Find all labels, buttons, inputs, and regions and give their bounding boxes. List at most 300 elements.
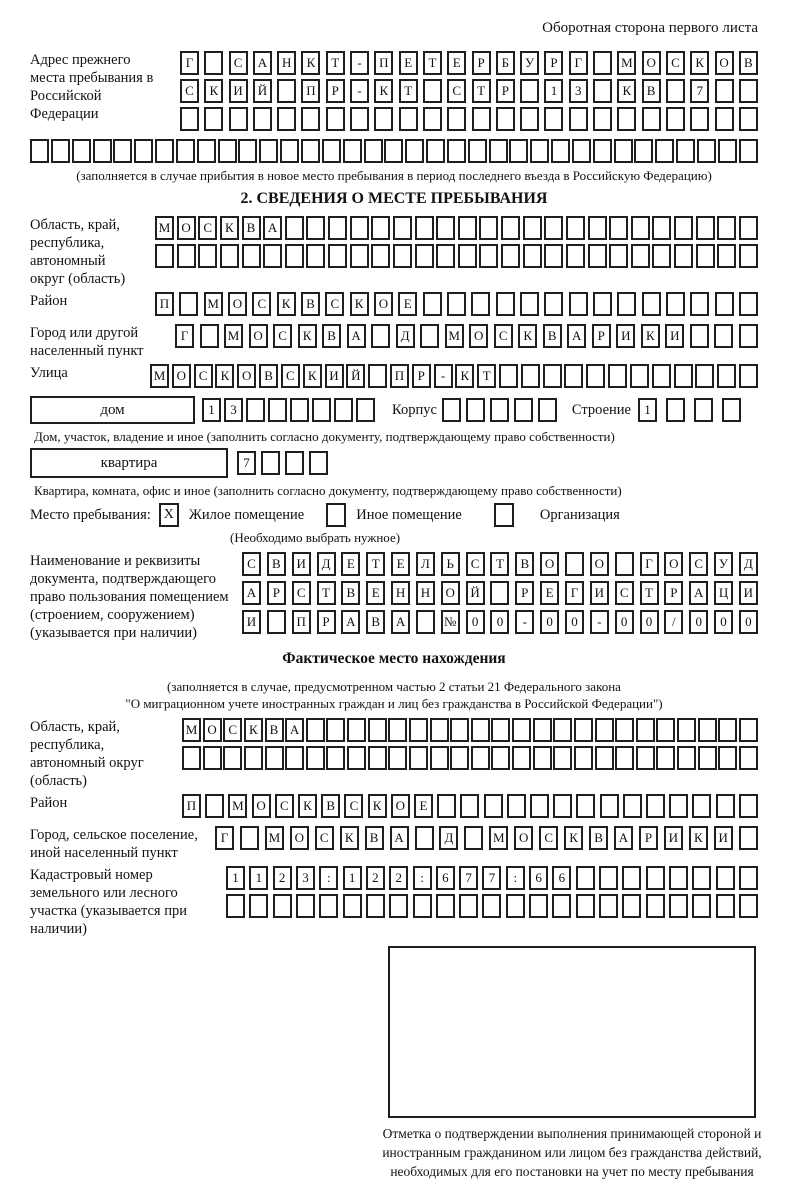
char-cell[interactable]	[544, 292, 563, 316]
char-cell[interactable]	[393, 244, 412, 268]
char-cell[interactable]	[523, 216, 542, 240]
char-cell[interactable]	[405, 139, 424, 163]
char-cell[interactable]	[593, 292, 612, 316]
stay-option-other-checkbox[interactable]	[326, 503, 346, 527]
char-cell[interactable]	[574, 718, 593, 742]
char-cell[interactable]	[506, 894, 525, 918]
char-cell[interactable]: В	[242, 216, 261, 240]
char-cell[interactable]: О	[441, 581, 460, 605]
char-cell[interactable]	[347, 746, 366, 770]
char-cell[interactable]	[306, 746, 325, 770]
char-cell[interactable]	[368, 364, 387, 388]
char-cell[interactable]	[739, 364, 758, 388]
char-cell[interactable]: Р	[326, 79, 345, 103]
char-cell[interactable]: В	[739, 51, 758, 75]
char-cell[interactable]: М	[150, 364, 169, 388]
char-cell[interactable]	[229, 107, 248, 131]
char-cell[interactable]: С	[252, 292, 271, 316]
char-cell[interactable]	[698, 718, 717, 742]
char-cell[interactable]: П	[182, 794, 201, 818]
char-cell[interactable]	[674, 364, 693, 388]
char-cell[interactable]: И	[739, 581, 758, 605]
char-cell[interactable]	[296, 894, 315, 918]
stay-option-organization-checkbox[interactable]	[494, 503, 514, 527]
char-cell[interactable]: 1	[202, 398, 221, 422]
char-cell[interactable]	[415, 216, 434, 240]
char-cell[interactable]: Н	[416, 581, 435, 605]
char-cell[interactable]: К	[455, 364, 474, 388]
char-cell[interactable]: Р	[664, 581, 683, 605]
char-cell[interactable]	[512, 746, 531, 770]
char-cell[interactable]	[409, 718, 428, 742]
apartment-type-box[interactable]: квартира	[30, 448, 228, 478]
char-cell[interactable]: Й	[346, 364, 365, 388]
char-cell[interactable]	[544, 216, 563, 240]
char-cell[interactable]	[566, 244, 585, 268]
char-cell[interactable]	[484, 794, 503, 818]
char-cell[interactable]	[290, 398, 309, 422]
char-cell[interactable]: 2	[389, 866, 408, 890]
char-cell[interactable]: О	[374, 292, 393, 316]
char-cell[interactable]	[388, 746, 407, 770]
char-cell[interactable]	[436, 244, 455, 268]
char-cell[interactable]	[259, 139, 278, 163]
char-cell[interactable]: Д	[439, 826, 458, 850]
char-cell[interactable]: М	[445, 324, 464, 348]
char-cell[interactable]: И	[665, 324, 684, 348]
char-cell[interactable]: П	[374, 51, 393, 75]
char-cell[interactable]: Р	[267, 581, 286, 605]
char-cell[interactable]: -	[434, 364, 453, 388]
char-cell[interactable]	[636, 718, 655, 742]
char-cell[interactable]	[472, 107, 491, 131]
char-cell[interactable]: О	[252, 794, 271, 818]
char-cell[interactable]: 2	[366, 866, 385, 890]
char-cell[interactable]	[198, 244, 217, 268]
char-cell[interactable]	[622, 866, 641, 890]
char-cell[interactable]: -	[590, 610, 609, 634]
char-cell[interactable]	[218, 139, 237, 163]
char-cell[interactable]	[529, 894, 548, 918]
char-cell[interactable]: П	[292, 610, 311, 634]
char-cell[interactable]: М	[155, 216, 174, 240]
char-cell[interactable]	[622, 894, 641, 918]
char-cell[interactable]	[739, 894, 758, 918]
char-cell[interactable]: К	[340, 826, 359, 850]
char-cell[interactable]	[576, 894, 595, 918]
char-cell[interactable]	[442, 398, 461, 422]
char-cell[interactable]	[739, 826, 758, 850]
char-cell[interactable]	[739, 324, 758, 348]
char-cell[interactable]: Е	[414, 794, 433, 818]
char-cell[interactable]	[447, 107, 466, 131]
char-cell[interactable]: К	[298, 794, 317, 818]
char-cell[interactable]	[669, 894, 688, 918]
char-cell[interactable]: К	[298, 324, 317, 348]
char-cell[interactable]	[204, 107, 223, 131]
char-cell[interactable]	[716, 866, 735, 890]
char-cell[interactable]: Г	[569, 51, 588, 75]
char-cell[interactable]: 6	[552, 866, 571, 890]
char-cell[interactable]: 6	[436, 866, 455, 890]
char-cell[interactable]	[423, 79, 442, 103]
char-cell[interactable]: О	[203, 718, 222, 742]
char-cell[interactable]: В	[589, 826, 608, 850]
char-cell[interactable]	[240, 826, 259, 850]
char-cell[interactable]	[530, 139, 549, 163]
char-cell[interactable]: 1	[226, 866, 245, 890]
char-cell[interactable]: Г	[640, 552, 659, 576]
char-cell[interactable]: Ь	[441, 552, 460, 576]
char-cell[interactable]	[646, 894, 665, 918]
char-cell[interactable]: Е	[540, 581, 559, 605]
char-cell[interactable]	[692, 794, 711, 818]
char-cell[interactable]	[646, 866, 665, 890]
char-cell[interactable]	[674, 244, 693, 268]
char-cell[interactable]: -	[350, 51, 369, 75]
char-cell[interactable]: Т	[423, 51, 442, 75]
char-cell[interactable]	[599, 894, 618, 918]
char-cell[interactable]	[334, 398, 353, 422]
char-cell[interactable]	[306, 216, 325, 240]
char-cell[interactable]	[312, 398, 331, 422]
char-cell[interactable]: С	[447, 79, 466, 103]
char-cell[interactable]: Т	[490, 552, 509, 576]
char-cell[interactable]: А	[285, 718, 304, 742]
char-cell[interactable]	[520, 292, 539, 316]
char-cell[interactable]: Д	[317, 552, 336, 576]
char-cell[interactable]	[530, 794, 549, 818]
char-cell[interactable]	[479, 216, 498, 240]
char-cell[interactable]: У	[714, 552, 733, 576]
char-cell[interactable]	[739, 107, 758, 131]
char-cell[interactable]: С	[466, 552, 485, 576]
char-cell[interactable]: И	[714, 826, 733, 850]
char-cell[interactable]	[676, 139, 695, 163]
char-cell[interactable]	[301, 139, 320, 163]
char-cell[interactable]: О	[391, 794, 410, 818]
char-cell[interactable]	[242, 244, 261, 268]
char-cell[interactable]	[285, 216, 304, 240]
char-cell[interactable]	[393, 216, 412, 240]
char-cell[interactable]	[447, 292, 466, 316]
char-cell[interactable]: 1	[343, 866, 362, 890]
char-cell[interactable]	[384, 139, 403, 163]
char-cell[interactable]	[576, 794, 595, 818]
char-cell[interactable]	[614, 139, 633, 163]
char-cell[interactable]	[306, 718, 325, 742]
char-cell[interactable]: К	[518, 324, 537, 348]
char-cell[interactable]	[177, 244, 196, 268]
char-cell[interactable]: С	[194, 364, 213, 388]
char-cell[interactable]	[51, 139, 70, 163]
char-cell[interactable]: А	[614, 826, 633, 850]
char-cell[interactable]: 3	[224, 398, 243, 422]
char-cell[interactable]: И	[616, 324, 635, 348]
char-cell[interactable]: Р	[544, 51, 563, 75]
char-cell[interactable]: Н	[277, 51, 296, 75]
char-cell[interactable]	[595, 746, 614, 770]
char-cell[interactable]: 3	[296, 866, 315, 890]
char-cell[interactable]	[718, 746, 737, 770]
char-cell[interactable]	[716, 794, 735, 818]
char-cell[interactable]	[501, 216, 520, 240]
char-cell[interactable]	[204, 51, 223, 75]
char-cell[interactable]	[617, 107, 636, 131]
char-cell[interactable]: М	[182, 718, 201, 742]
char-cell[interactable]: 0	[490, 610, 509, 634]
char-cell[interactable]: Р	[592, 324, 611, 348]
char-cell[interactable]: О	[172, 364, 191, 388]
char-cell[interactable]	[609, 216, 628, 240]
char-cell[interactable]: В	[515, 552, 534, 576]
char-cell[interactable]	[739, 139, 758, 163]
char-cell[interactable]	[326, 718, 345, 742]
char-cell[interactable]	[253, 107, 272, 131]
char-cell[interactable]	[669, 866, 688, 890]
char-cell[interactable]	[415, 826, 434, 850]
char-cell[interactable]: О	[237, 364, 256, 388]
char-cell[interactable]: :	[413, 866, 432, 890]
char-cell[interactable]: В	[366, 610, 385, 634]
char-cell[interactable]	[520, 107, 539, 131]
char-cell[interactable]: Г	[565, 581, 584, 605]
char-cell[interactable]	[371, 216, 390, 240]
char-cell[interactable]	[576, 866, 595, 890]
char-cell[interactable]: 3	[569, 79, 588, 103]
char-cell[interactable]: А	[263, 216, 282, 240]
char-cell[interactable]	[739, 79, 758, 103]
char-cell[interactable]	[226, 894, 245, 918]
char-cell[interactable]: Т	[326, 51, 345, 75]
char-cell[interactable]: С	[689, 552, 708, 576]
char-cell[interactable]	[180, 107, 199, 131]
char-cell[interactable]: Т	[477, 364, 496, 388]
char-cell[interactable]: К	[350, 292, 369, 316]
char-cell[interactable]	[350, 107, 369, 131]
char-cell[interactable]	[471, 718, 490, 742]
char-cell[interactable]	[238, 139, 257, 163]
char-cell[interactable]: О	[540, 552, 559, 576]
char-cell[interactable]: П	[390, 364, 409, 388]
char-cell[interactable]: Т	[366, 552, 385, 576]
char-cell[interactable]: А	[253, 51, 272, 75]
char-cell[interactable]: К	[204, 79, 223, 103]
char-cell[interactable]	[533, 718, 552, 742]
char-cell[interactable]	[371, 324, 390, 348]
char-cell[interactable]: 7	[237, 451, 256, 475]
char-cell[interactable]	[739, 794, 758, 818]
char-cell[interactable]: Г	[215, 826, 234, 850]
char-cell[interactable]	[447, 139, 466, 163]
char-cell[interactable]: Р	[639, 826, 658, 850]
char-cell[interactable]: О	[290, 826, 309, 850]
char-cell[interactable]	[436, 894, 455, 918]
char-cell[interactable]	[343, 139, 362, 163]
char-cell[interactable]: 0	[689, 610, 708, 634]
char-cell[interactable]	[249, 894, 268, 918]
char-cell[interactable]: 0	[640, 610, 659, 634]
char-cell[interactable]	[176, 139, 195, 163]
char-cell[interactable]: С	[281, 364, 300, 388]
char-cell[interactable]	[350, 216, 369, 240]
char-cell[interactable]	[356, 398, 375, 422]
char-cell[interactable]	[716, 894, 735, 918]
char-cell[interactable]	[501, 244, 520, 268]
char-cell[interactable]: К	[374, 79, 393, 103]
char-cell[interactable]: Е	[341, 552, 360, 576]
char-cell[interactable]	[690, 292, 709, 316]
char-cell[interactable]	[496, 107, 515, 131]
char-cell[interactable]	[552, 894, 571, 918]
char-cell[interactable]	[182, 746, 201, 770]
char-cell[interactable]	[265, 746, 284, 770]
char-cell[interactable]	[277, 107, 296, 131]
char-cell[interactable]	[739, 746, 758, 770]
char-cell[interactable]: М	[265, 826, 284, 850]
char-cell[interactable]: Е	[447, 51, 466, 75]
char-cell[interactable]	[409, 746, 428, 770]
char-cell[interactable]	[593, 107, 612, 131]
char-cell[interactable]	[617, 292, 636, 316]
char-cell[interactable]: Д	[739, 552, 758, 576]
char-cell[interactable]: К	[244, 718, 263, 742]
char-cell[interactable]: :	[319, 866, 338, 890]
char-cell[interactable]	[595, 718, 614, 742]
char-cell[interactable]: Е	[391, 552, 410, 576]
char-cell[interactable]: Г	[175, 324, 194, 348]
char-cell[interactable]	[244, 746, 263, 770]
char-cell[interactable]: К	[220, 216, 239, 240]
char-cell[interactable]	[471, 292, 490, 316]
char-cell[interactable]	[437, 794, 456, 818]
char-cell[interactable]	[267, 610, 286, 634]
char-cell[interactable]: 0	[540, 610, 559, 634]
char-cell[interactable]	[690, 107, 709, 131]
char-cell[interactable]	[482, 894, 501, 918]
char-cell[interactable]	[416, 610, 435, 634]
char-cell[interactable]	[496, 292, 515, 316]
char-cell[interactable]	[593, 51, 612, 75]
char-cell[interactable]	[458, 216, 477, 240]
char-cell[interactable]	[326, 746, 345, 770]
char-cell[interactable]	[450, 718, 469, 742]
char-cell[interactable]	[415, 244, 434, 268]
char-cell[interactable]	[134, 139, 153, 163]
char-cell[interactable]: Б	[496, 51, 515, 75]
char-cell[interactable]	[593, 79, 612, 103]
char-cell[interactable]	[593, 139, 612, 163]
char-cell[interactable]	[553, 746, 572, 770]
char-cell[interactable]: С	[325, 292, 344, 316]
char-cell[interactable]: 0	[565, 610, 584, 634]
char-cell[interactable]: Е	[366, 581, 385, 605]
char-cell[interactable]: /	[664, 610, 683, 634]
char-cell[interactable]: Е	[399, 51, 418, 75]
char-cell[interactable]	[423, 107, 442, 131]
char-cell[interactable]: И	[664, 826, 683, 850]
char-cell[interactable]	[413, 894, 432, 918]
char-cell[interactable]: О	[514, 826, 533, 850]
char-cell[interactable]	[399, 107, 418, 131]
char-cell[interactable]	[155, 139, 174, 163]
char-cell[interactable]	[328, 216, 347, 240]
char-cell[interactable]	[543, 364, 562, 388]
char-cell[interactable]	[599, 866, 618, 890]
char-cell[interactable]: О	[664, 552, 683, 576]
char-cell[interactable]	[507, 794, 526, 818]
char-cell[interactable]	[642, 107, 661, 131]
char-cell[interactable]	[306, 244, 325, 268]
char-cell[interactable]: К	[277, 292, 296, 316]
char-cell[interactable]: 2	[273, 866, 292, 890]
char-cell[interactable]	[631, 216, 650, 240]
char-cell[interactable]: Л	[416, 552, 435, 576]
char-cell[interactable]: М	[489, 826, 508, 850]
char-cell[interactable]	[696, 216, 715, 240]
char-cell[interactable]	[666, 107, 685, 131]
char-cell[interactable]: :	[506, 866, 525, 890]
char-cell[interactable]: 7	[690, 79, 709, 103]
char-cell[interactable]	[520, 79, 539, 103]
char-cell[interactable]: А	[567, 324, 586, 348]
char-cell[interactable]	[677, 746, 696, 770]
char-cell[interactable]	[93, 139, 112, 163]
char-cell[interactable]: О	[249, 324, 268, 348]
char-cell[interactable]	[677, 718, 696, 742]
char-cell[interactable]	[652, 364, 671, 388]
char-cell[interactable]: П	[301, 79, 320, 103]
char-cell[interactable]: А	[391, 610, 410, 634]
char-cell[interactable]: В	[321, 794, 340, 818]
char-cell[interactable]: И	[590, 581, 609, 605]
char-cell[interactable]	[652, 216, 671, 240]
char-cell[interactable]	[430, 746, 449, 770]
char-cell[interactable]	[586, 364, 605, 388]
char-cell[interactable]: Н	[391, 581, 410, 605]
char-cell[interactable]	[263, 244, 282, 268]
char-cell[interactable]	[566, 216, 585, 240]
char-cell[interactable]	[328, 244, 347, 268]
char-cell[interactable]	[30, 139, 49, 163]
char-cell[interactable]	[309, 451, 328, 475]
char-cell[interactable]	[739, 866, 758, 890]
char-cell[interactable]	[722, 398, 741, 422]
char-cell[interactable]	[553, 794, 572, 818]
char-cell[interactable]	[544, 244, 563, 268]
char-cell[interactable]: 6	[529, 866, 548, 890]
char-cell[interactable]: В	[259, 364, 278, 388]
char-cell[interactable]	[739, 244, 758, 268]
char-cell[interactable]	[155, 244, 174, 268]
char-cell[interactable]	[499, 364, 518, 388]
char-cell[interactable]	[739, 718, 758, 742]
char-cell[interactable]: Е	[398, 292, 417, 316]
char-cell[interactable]: Й	[253, 79, 272, 103]
char-cell[interactable]: О	[177, 216, 196, 240]
char-cell[interactable]	[490, 398, 509, 422]
char-cell[interactable]: В	[341, 581, 360, 605]
char-cell[interactable]	[368, 746, 387, 770]
char-cell[interactable]	[285, 746, 304, 770]
char-cell[interactable]: И	[242, 610, 261, 634]
char-cell[interactable]: Ц	[714, 581, 733, 605]
char-cell[interactable]	[523, 244, 542, 268]
char-cell[interactable]	[669, 794, 688, 818]
char-cell[interactable]	[350, 244, 369, 268]
char-cell[interactable]	[277, 79, 296, 103]
char-cell[interactable]: П	[155, 292, 174, 316]
